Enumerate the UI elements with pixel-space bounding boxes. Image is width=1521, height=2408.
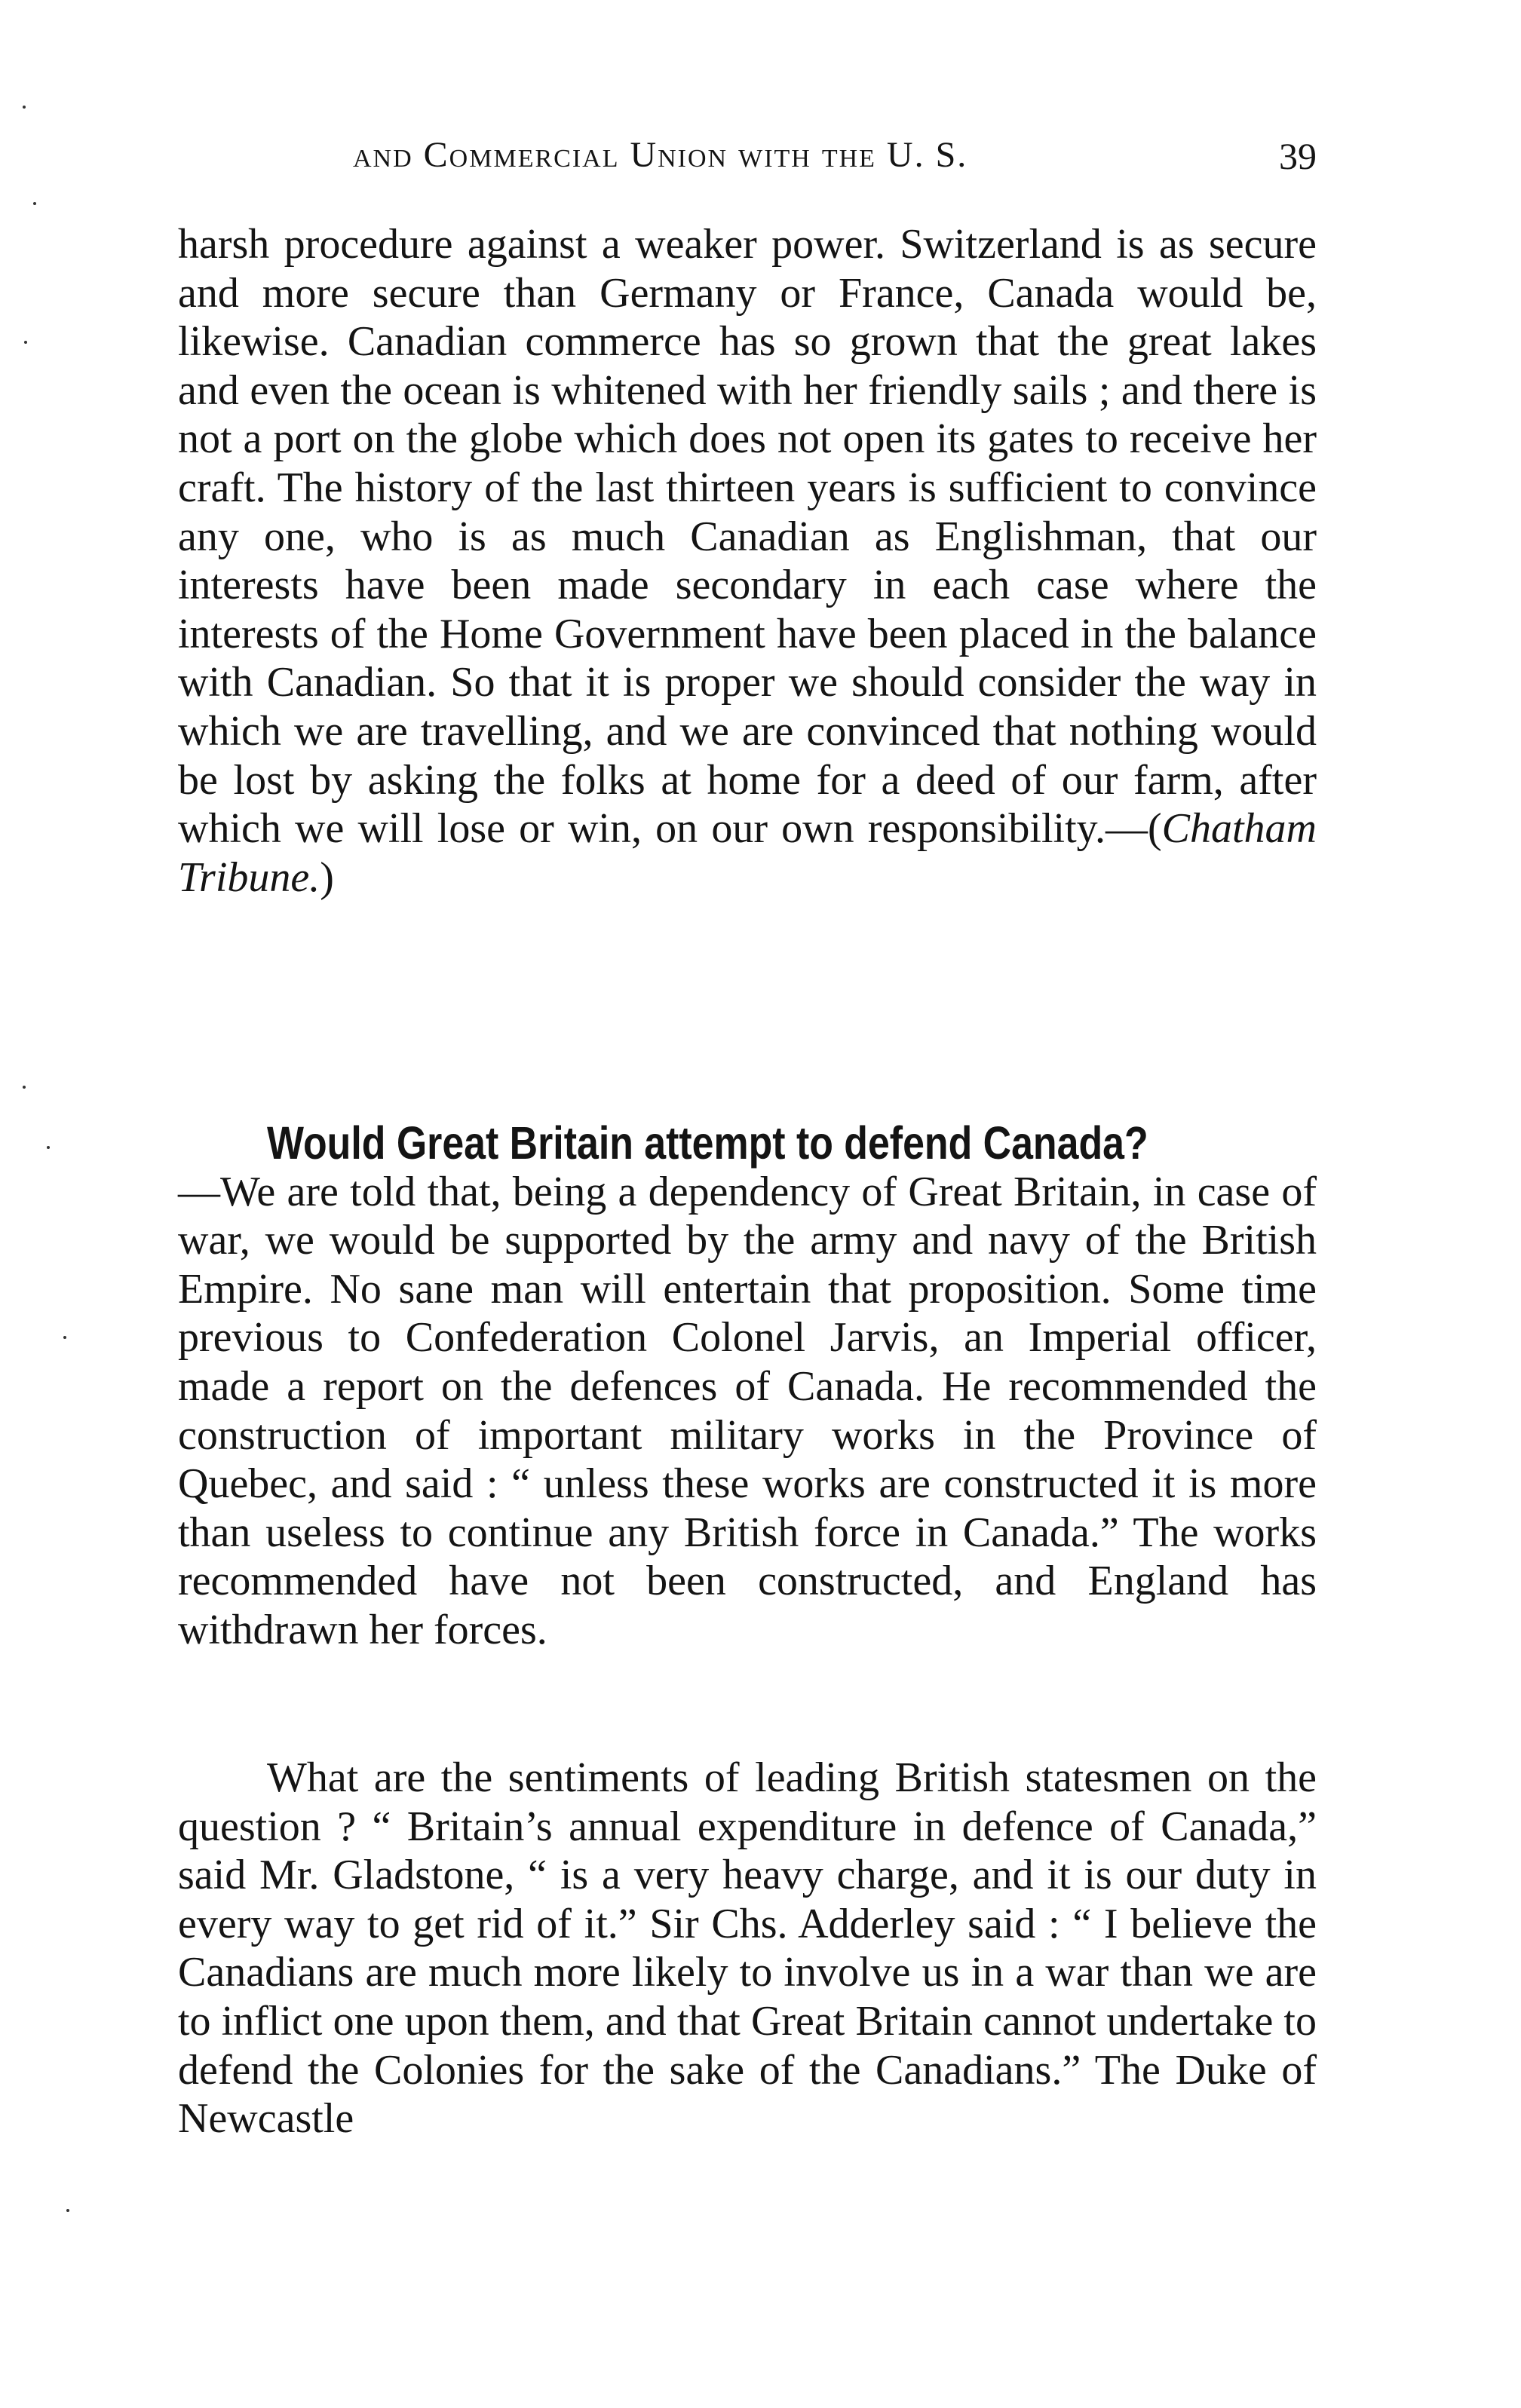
paragraph-text: What are the sentiments of leading British statesmen on the question ? “ Britain’s annual expenditure in defence of Canada,” said Mr. Gladstone, “ is a very heavy charge, and it is our duty in every way to get rid of it.” Sir Chs. Adderley said : “ I believe the Canadians are much more likely to involve us in a war than we are to inflict one upon them, and that Great Britain cannot undertake to defend the Colonies for the sake of the Canadians.” The Duke of Newcastle <box>178 1754 1317 2143</box>
citation-close: ) <box>320 853 334 901</box>
margin-speck <box>23 106 26 109</box>
paragraph-british-statesmen <box>178 1754 1317 2143</box>
paragraph-defend-canada <box>178 1119 1317 1655</box>
margin-speck <box>63 1336 66 1339</box>
margin-speck <box>24 341 27 344</box>
source-citation: Chatham Tribune. <box>178 805 1317 901</box>
running-title: and Commercial Union with the U. S. <box>353 135 968 175</box>
paragraph-text: —We are told that, being a dependency of Great Britain, in case of war, we would be supported by the army and navy of the British Empire. No sane man will entertain that proposition. Some time previous to Confederation Colonel Jarvis, an Imperial officer, made a report on the defences of Canada. He recommended the construction of important military works in the Province of Quebec, and said : “ unless these works are constructed it is more than useless to continue any British force in Canada.” The works recommended have not been constructed, and England has withdrawn her forces. <box>178 1168 1317 1653</box>
margin-speck <box>33 202 36 205</box>
paragraph-chatham-tribune-quote <box>178 220 1317 902</box>
margin-speck <box>47 1146 50 1149</box>
running-head <box>178 134 1317 179</box>
section-heading: Would Great Britain attempt to defend Canada? <box>267 1117 1148 1169</box>
page-number: 39 <box>1279 135 1317 177</box>
section-heading-line <box>178 1119 1317 1168</box>
paragraph-text: harsh procedure against a weaker power. Switzerland is as secure and more secure than Germany or France, Canada would be, likewise. Canadian commerce has so grown that the great lakes and even the ocean is whitened with her friendly sails ; and there is not a port on the globe which does not open its gates to receive her craft. The history of the last thirteen years is sufficient to convince any one, who is as much Canadian as Englishman, that our interests have been made secondary in each case where the interests of the Home Government have been placed in the balance with Canadian. So that it is proper we should consider the way in which we are travelling, and we are convinced that nothing would be lost by asking the folks at home for a deed of our farm, after which we will lose or win, on our own responsibility.—( <box>178 221 1317 853</box>
margin-speck <box>66 2209 69 2212</box>
margin-speck <box>23 1086 26 1089</box>
